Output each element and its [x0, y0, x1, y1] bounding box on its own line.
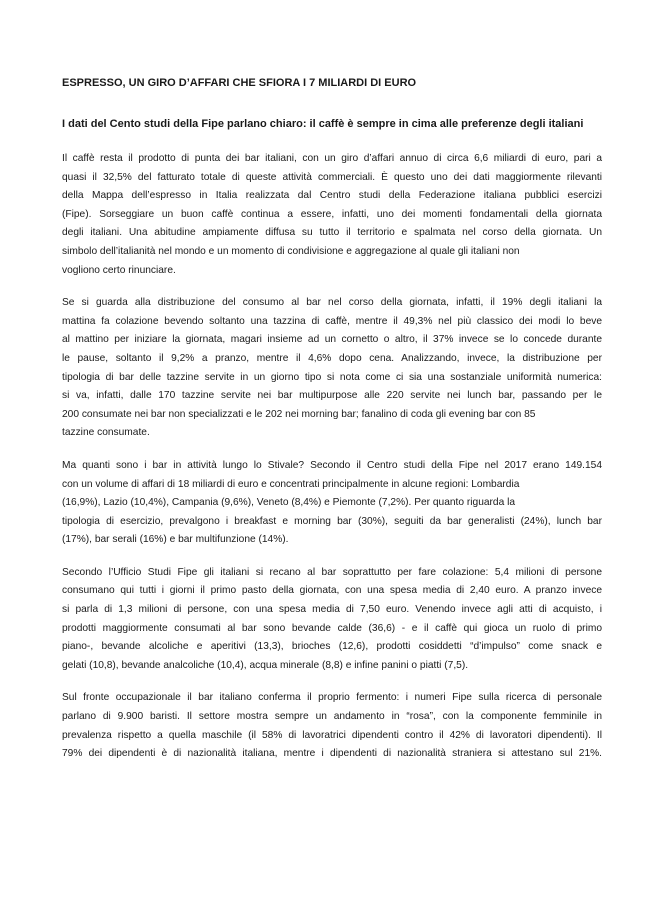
text-line: degli italiani. Una abitudine ampiamente diffusa su tutto il territorio e spalmata nel corso della giornata. Un	[62, 227, 602, 239]
paragraph-3	[62, 457, 602, 550]
text-line: piano-, bevande alcoliche e aperitivi (13,3), brioches (12,6), prodotti cosiddetti “d’impulso” come snack e	[62, 641, 602, 653]
text-line: Il caffè resta il prodotto di punta dei bar italiani, con un giro d’affari annuo di circa 6,6 miliardi di euro, pari a	[62, 153, 602, 164]
text-line: mattina fa colazione bevendo soltanto una tazzina di caffè, mentre il 49,3% nel più classico dei modi lo beve	[62, 315, 602, 327]
text-line: Se si guarda alla distribuzione del consumo al bar nel corso della giornata, infatti, il 19% degli italiani la	[62, 297, 602, 309]
text-line: Secondo l’Ufficio Studi Fipe gli italiani si recano al bar soprattutto per fare colazione: 5,4 milioni di persone	[62, 566, 602, 578]
text-line: tipologia di bar delle tazzine servite in un giorno tipo si nota come ci sia una sostanziale uniformità numerica:	[62, 371, 602, 383]
text-line: (Fipe). Sorseggiare un buon caffè continua a essere, infatti, uno dei momenti fondamentali della giornata	[62, 208, 602, 220]
text-line: tipologia di esercizio, prevalgono i breakfast e morning bar (30%), seguiti da bar generalisti (24%), lunch bar	[62, 515, 602, 527]
text-line: 79% dei dipendenti è di nazionalità italiana, mentre i dipendenti di nazionalità straniera si attestano sul 21%.	[62, 748, 602, 760]
text-line: gelati (10,8), bevande analcoliche (10,4), acqua minerale (8,8) e infine panini o piatti (7,5).	[62, 659, 469, 671]
text-line: al mattino per iniziare la giornata, magari insieme ad un cornetto o altro, il 37% invece se lo concede durante	[62, 334, 602, 346]
text-line: prodotti maggiormente consumati al bar sono bevande calde (36,6) - e il caffè qui gioca un ruolo di primo	[62, 622, 602, 634]
text-line: con un volume di affari di 18 miliardi di euro e concentrati principalmente in alcune regioni: Lombardia	[62, 478, 520, 490]
text-line: le pause, soltanto il 9,2% a pranzo, mentre il 4,6% dopo cena. Analizzando, invece, la distribuzione per	[62, 352, 602, 364]
paragraph-1	[62, 150, 602, 280]
text-line: Sul fronte occupazionale il bar italiano conferma il proprio fermento: i numeri Fipe sulla ricerca di personale	[62, 692, 602, 704]
document-subtitle: I dati del Cento studi della Fipe parlano chiaro: il caffè è sempre in cima alle preferenze degli italiani	[62, 118, 584, 130]
text-line: (16,9%), Lazio (10,4%), Campania (9,6%), Veneto (8,4%) e Piemonte (7,2%). Per quanto riguarda la	[62, 497, 516, 509]
text-line: della Mappa dell’espresso in Italia realizzata dal Centro studi della Federazione italiana pubblici esercizi	[62, 190, 602, 202]
paragraph-5	[62, 689, 602, 763]
text-line: si parla di 1,3 milioni di persone, con una spesa media di 7,50 euro. Venendo invece agli atti di acquisto, i	[62, 604, 602, 616]
text-line: consumano qui tutti i giorni il primo pasto della giornata, con una spesa media di 2,40 euro. A pranzo invece	[62, 585, 602, 597]
text-line: prevalenza rispetto a quella maschile (il 58% di lavoratrici dipendenti contro il 42% di lavoratori dipendenti). Il	[62, 729, 602, 741]
paragraph-2	[62, 294, 602, 443]
text-line: si va, infatti, dalle 170 tazzine servite nei bar multipurpose alle 220 servite nei lunch bar, passando per le	[62, 390, 602, 402]
text-line: (17%), bar serali (16%) e bar multifunzione (14%).	[62, 534, 289, 546]
document-title: ESPRESSO, UN GIRO D’AFFARI CHE SFIORA I 7 MILIARDI DI EURO	[62, 77, 417, 89]
paragraph-4	[62, 564, 602, 676]
text-line: simbolo dell’italianità nel mondo e un momento di condivisione e aggregazione al quale gli italiani non	[62, 245, 520, 257]
text-line: tazzine consumate.	[62, 427, 150, 439]
text-line: parlano di 9.900 baristi. Il settore mostra sempre un andamento in “rosa”, con la componente femminile in	[62, 711, 602, 723]
text-line: quasi il 32,5% del fatturato totale di queste attività commerciali. È questo uno dei dati maggiormente rilevanti	[62, 171, 602, 183]
text-line: 200 consumate nei bar non specializzati e le 202 nei morning bar; fanalino di coda gli evening bar con 85	[62, 408, 536, 420]
text-line: Ma quanti sono i bar in attività lungo lo Stivale? Secondo il Centro studi della Fipe nel 2017 erano 149.154	[62, 459, 602, 471]
text-line: vogliono certo rinunciare.	[62, 264, 176, 276]
document-page	[62, 76, 602, 778]
